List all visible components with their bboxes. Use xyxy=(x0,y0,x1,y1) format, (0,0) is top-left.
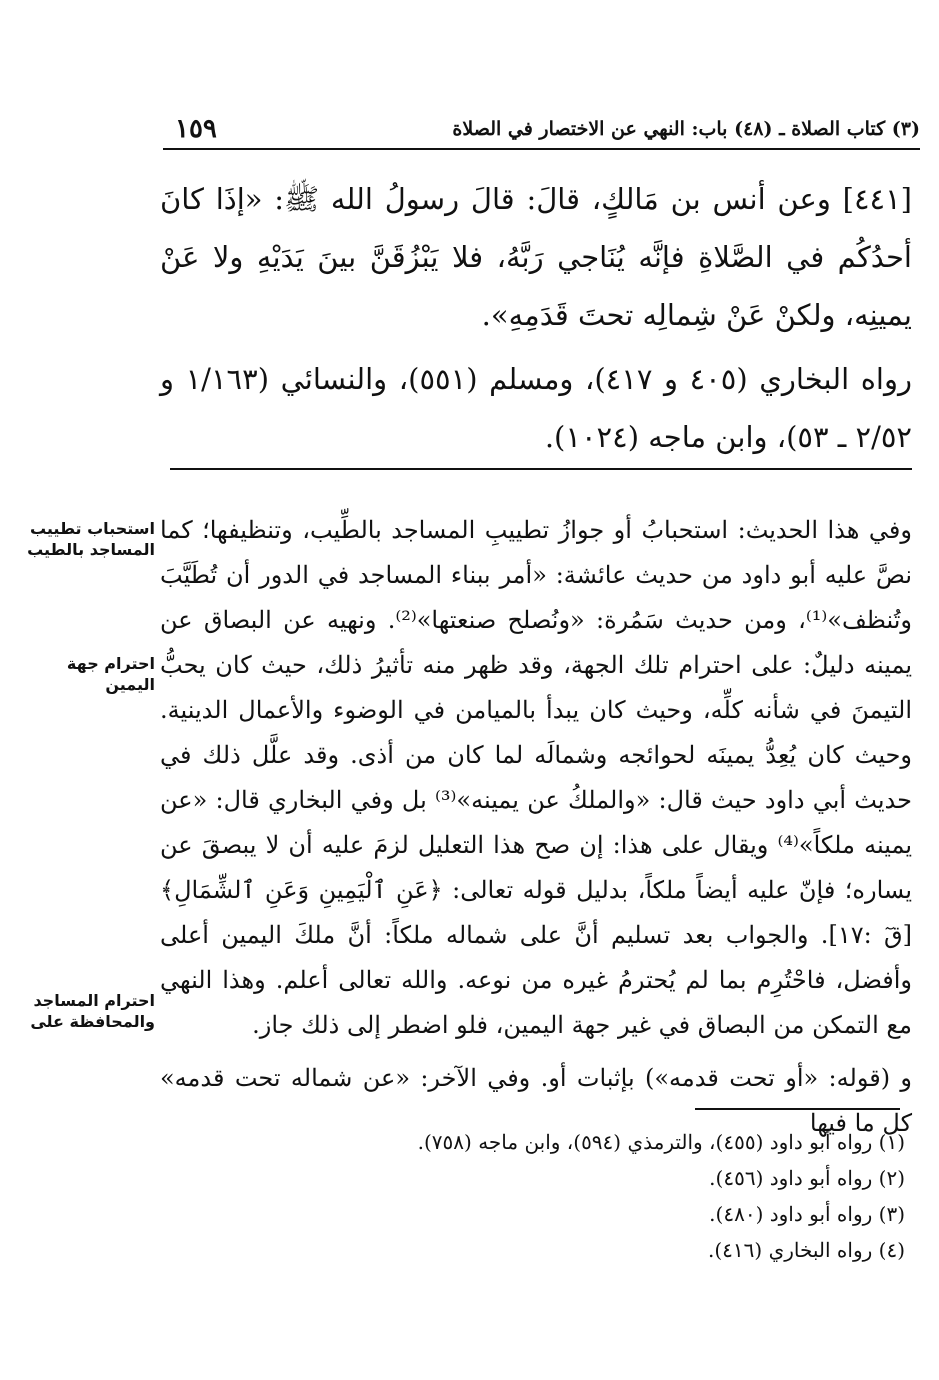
section-divider xyxy=(170,468,912,470)
footnote-divider xyxy=(695,1108,900,1110)
commentary-paragraph: وفي هذا الحديث: استحبابُ أو جوازُ تطييبِ المساجد بالطِّيب، وتنظيفها؛ كما نصَّ عليه أبو داود من حديث عائشة: «أمر ببناء المساجد في الدور أن تُطَيَّبَ وتُنظف»⁽¹⁾، ومن حديث سَمُرة: «ونُصلح صنعتها»⁽²⁾. ونهيه عن البصاق عن يمينه دليلٌ: على احترام تلك الجهة، وقد ظهر منه تأثيرُ ذلك، حيث كان يحبُّ التيمنَ في شأنه كلِّه، وحيث كان يبدأ بالميامن في الوضوء والأعمال الدينية. وحيث كان يُعِدُّ يمينَه لحوائجه وشمالَه لما كان من أذى. وقد علَّل ذلك في حديث أبي داود حيث قال: «والملكُ عن يمينه»⁽³⁾ بل وفي البخاري قال: «عن يمينه ملكاً»⁽⁴⁾ ويقال على هذا: إن صح هذا التعليل لزمَ عليه أن لا يبصقَ عن يساره؛ فإنّ عليه أيضاً ملكاً، بدليل قوله تعالى: ﴿عَنِ ٱلْيَمِينِ وَعَنِ ٱلشِّمَالِ﴾ [قٓ :١٧]. والجواب بعد تسليم أنَّ على شماله ملكاً: أنَّ ملكَ اليمين أعلى وأفضل، فاحْتُرِم بما لم يُحترمُ غيره من نوعه. والله تعالى أعلم. وهذا النهي مع التمكن من البصاق في غير جهة اليمين، فلو اضطر إلى ذلك جاز. xyxy=(160,516,912,1039)
hadith-source: رواه البخاري (٤٠٥ و ٤١٧)، ومسلم (٥٥١)، والنسائي (١/١٦٣ و ٢/٥٢ ـ ٥٣)، وابن ماجه (١٠٢٤). xyxy=(160,362,912,454)
commentary-block xyxy=(160,508,912,1146)
margin-note-right-side: احترام جهة اليمين xyxy=(66,654,155,694)
footnotes xyxy=(200,1124,905,1268)
running-title: (٣) كتاب الصلاة ـ (٤٨) باب: النهي عن الاختصار في الصلاة xyxy=(452,118,920,140)
page-number: ١٥٩ xyxy=(175,114,217,144)
margin-note-perfuming: استحباب تطييب المساجد بالطيب xyxy=(27,519,155,559)
footnote-1: (١) رواه أبو داود (٤٥٥)، والترمذي (٥٩٤)، وابن ماجه (٧٥٨). xyxy=(417,1130,905,1154)
footnote-4: (٤) رواه البخاري (٤١٦). xyxy=(708,1238,905,1262)
page-header xyxy=(163,110,920,150)
footnote-3: (٣) رواه أبو داود (٤٨٠). xyxy=(709,1202,905,1226)
margin-note-mosques: احترام المساجد والمحافظة على xyxy=(30,991,155,1031)
hadith-text: [٤٤١] وعن أنس بن مَالكٍ، قالَ: قالَ رسولُ الله ﷺ: «إذَا كانَ أحدُكُم في الصَّلاةِ فإنَّه يُنَاجي رَبَّهُ، فلا يَبْزُقَنَّ بينَ يَدَيْهِ ولا عَنْ يمينِه، ولكنْ عَنْ شِمالِه تحتَ قَدَمِهِ». xyxy=(160,182,912,332)
hadith-block xyxy=(160,170,912,466)
commentary-paragraph-last: و (قوله: «أو تحت قدمه») بإثبات أو. وفي الآخر: «عن شماله تحت قدمه» كل ما فيها xyxy=(160,1064,912,1137)
footnote-2: (٢) رواه أبو داود (٤٥٦). xyxy=(709,1166,905,1190)
